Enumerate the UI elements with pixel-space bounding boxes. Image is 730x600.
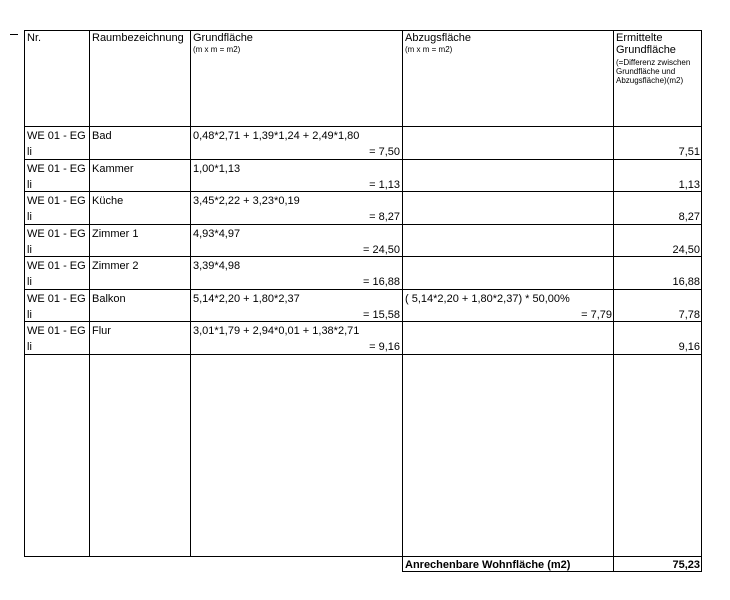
row-result: 16,88: [672, 276, 700, 288]
row-room-name: Bad: [92, 130, 112, 142]
table-border: [190, 30, 191, 557]
row-result: 7,51: [678, 146, 700, 158]
row-nr: WE 01 - EG: [27, 325, 86, 337]
row-nr: WE 01 - EG: [27, 292, 86, 305]
row-area-formula: 4,93*4,97: [193, 227, 241, 240]
row-room-name: Kammer: [92, 162, 134, 175]
row-nr-suffix: li: [27, 308, 32, 321]
header-nr: Nr.: [27, 32, 42, 44]
corner-mark: [10, 34, 18, 35]
header-grundflaeche-unit: (m x m = m2): [193, 45, 241, 54]
row-nr-suffix: li: [27, 211, 32, 223]
row-nr: WE 01 - EG: [27, 227, 86, 240]
row-result: 24,50: [672, 243, 700, 256]
header-abzugsflaeche-unit: (m x m = m2): [405, 45, 453, 54]
footer-label: Anrechenbare Wohnfläche (m2): [405, 559, 571, 571]
header-ermittelte-grundflaeche: Grundfläche: [616, 44, 676, 56]
table-border: [24, 224, 702, 225]
table-border: [24, 556, 702, 557]
row-area-subtotal: = 8,27: [369, 211, 400, 223]
table-border: [24, 126, 702, 127]
area-calculation-table: [24, 30, 702, 572]
row-area-formula: 3,45*2,22 + 3,23*0,19: [193, 195, 300, 207]
row-nr: WE 01 - EG: [27, 260, 86, 272]
table-border: [24, 256, 702, 257]
row-area-formula: 5,14*2,20 + 1,80*2,37: [193, 292, 300, 305]
header-ermittelte: Ermittelte: [616, 32, 663, 44]
header-raumbezeichnung: Raumbezeichnung: [92, 32, 184, 44]
row-area-subtotal: = 1,13: [369, 178, 400, 191]
row-room-name: Zimmer 1: [92, 227, 139, 240]
row-nr-suffix: li: [27, 276, 32, 288]
row-nr-suffix: li: [27, 341, 32, 353]
table-border: [402, 30, 403, 572]
header-ermittelte-note-1: (=Differenz zwischen: [616, 58, 691, 67]
row-nr-suffix: li: [27, 243, 32, 256]
row-area-formula: 3,39*4,98: [193, 260, 241, 272]
row-area-subtotal: = 15,58: [362, 308, 400, 321]
row-deduction-formula: ( 5,14*2,20 + 1,80*2,37) * 50,00%: [405, 292, 570, 305]
row-area-subtotal: = 24,50: [362, 243, 400, 256]
table-border: [89, 30, 90, 557]
row-area-formula: 1,00*1,13: [193, 162, 241, 175]
row-room-name: Balkon: [92, 292, 126, 305]
row-area-subtotal: = 9,16: [369, 341, 400, 353]
table-border: [613, 30, 614, 572]
row-nr-suffix: li: [27, 146, 32, 158]
table-border: [24, 30, 25, 557]
row-result: 1,13: [678, 178, 700, 191]
row-area-subtotal: = 16,88: [362, 276, 400, 288]
row-nr: WE 01 - EG: [27, 130, 86, 142]
table-border: [402, 571, 702, 572]
row-area-formula: 0,48*2,71 + 1,39*1,24 + 2,49*1,80: [193, 130, 360, 142]
row-nr-suffix: li: [27, 178, 32, 191]
table-border: [24, 354, 702, 355]
row-room-name: Zimmer 2: [92, 260, 139, 272]
table-border: [24, 321, 702, 322]
row-result: 7,78: [678, 308, 700, 321]
footer-total: 75,23: [672, 559, 700, 571]
row-area-subtotal: = 7,50: [369, 146, 400, 158]
table-border: [24, 191, 702, 192]
header-ermittelte-note-3: Abzugsfläche)(m2): [616, 76, 684, 85]
header-abzugsflaeche: Abzugsfläche: [405, 32, 472, 44]
header-ermittelte-note-2: Grundfläche und: [616, 67, 676, 76]
header-grundflaeche: Grundfläche: [193, 32, 253, 44]
row-room-name: Küche: [92, 195, 124, 207]
row-result: 9,16: [678, 341, 700, 353]
row-result: 8,27: [678, 211, 700, 223]
row-deduction-result: = 7,79: [581, 308, 612, 321]
table-border: [24, 30, 702, 31]
row-nr: WE 01 - EG: [27, 195, 86, 207]
table-border: [24, 289, 702, 290]
table-border: [24, 159, 702, 160]
row-nr: WE 01 - EG: [27, 162, 86, 175]
table-border: [701, 30, 702, 572]
row-room-name: Flur: [92, 325, 111, 337]
row-area-formula: 3,01*1,79 + 2,94*0,01 + 1,38*2,71: [193, 325, 360, 337]
